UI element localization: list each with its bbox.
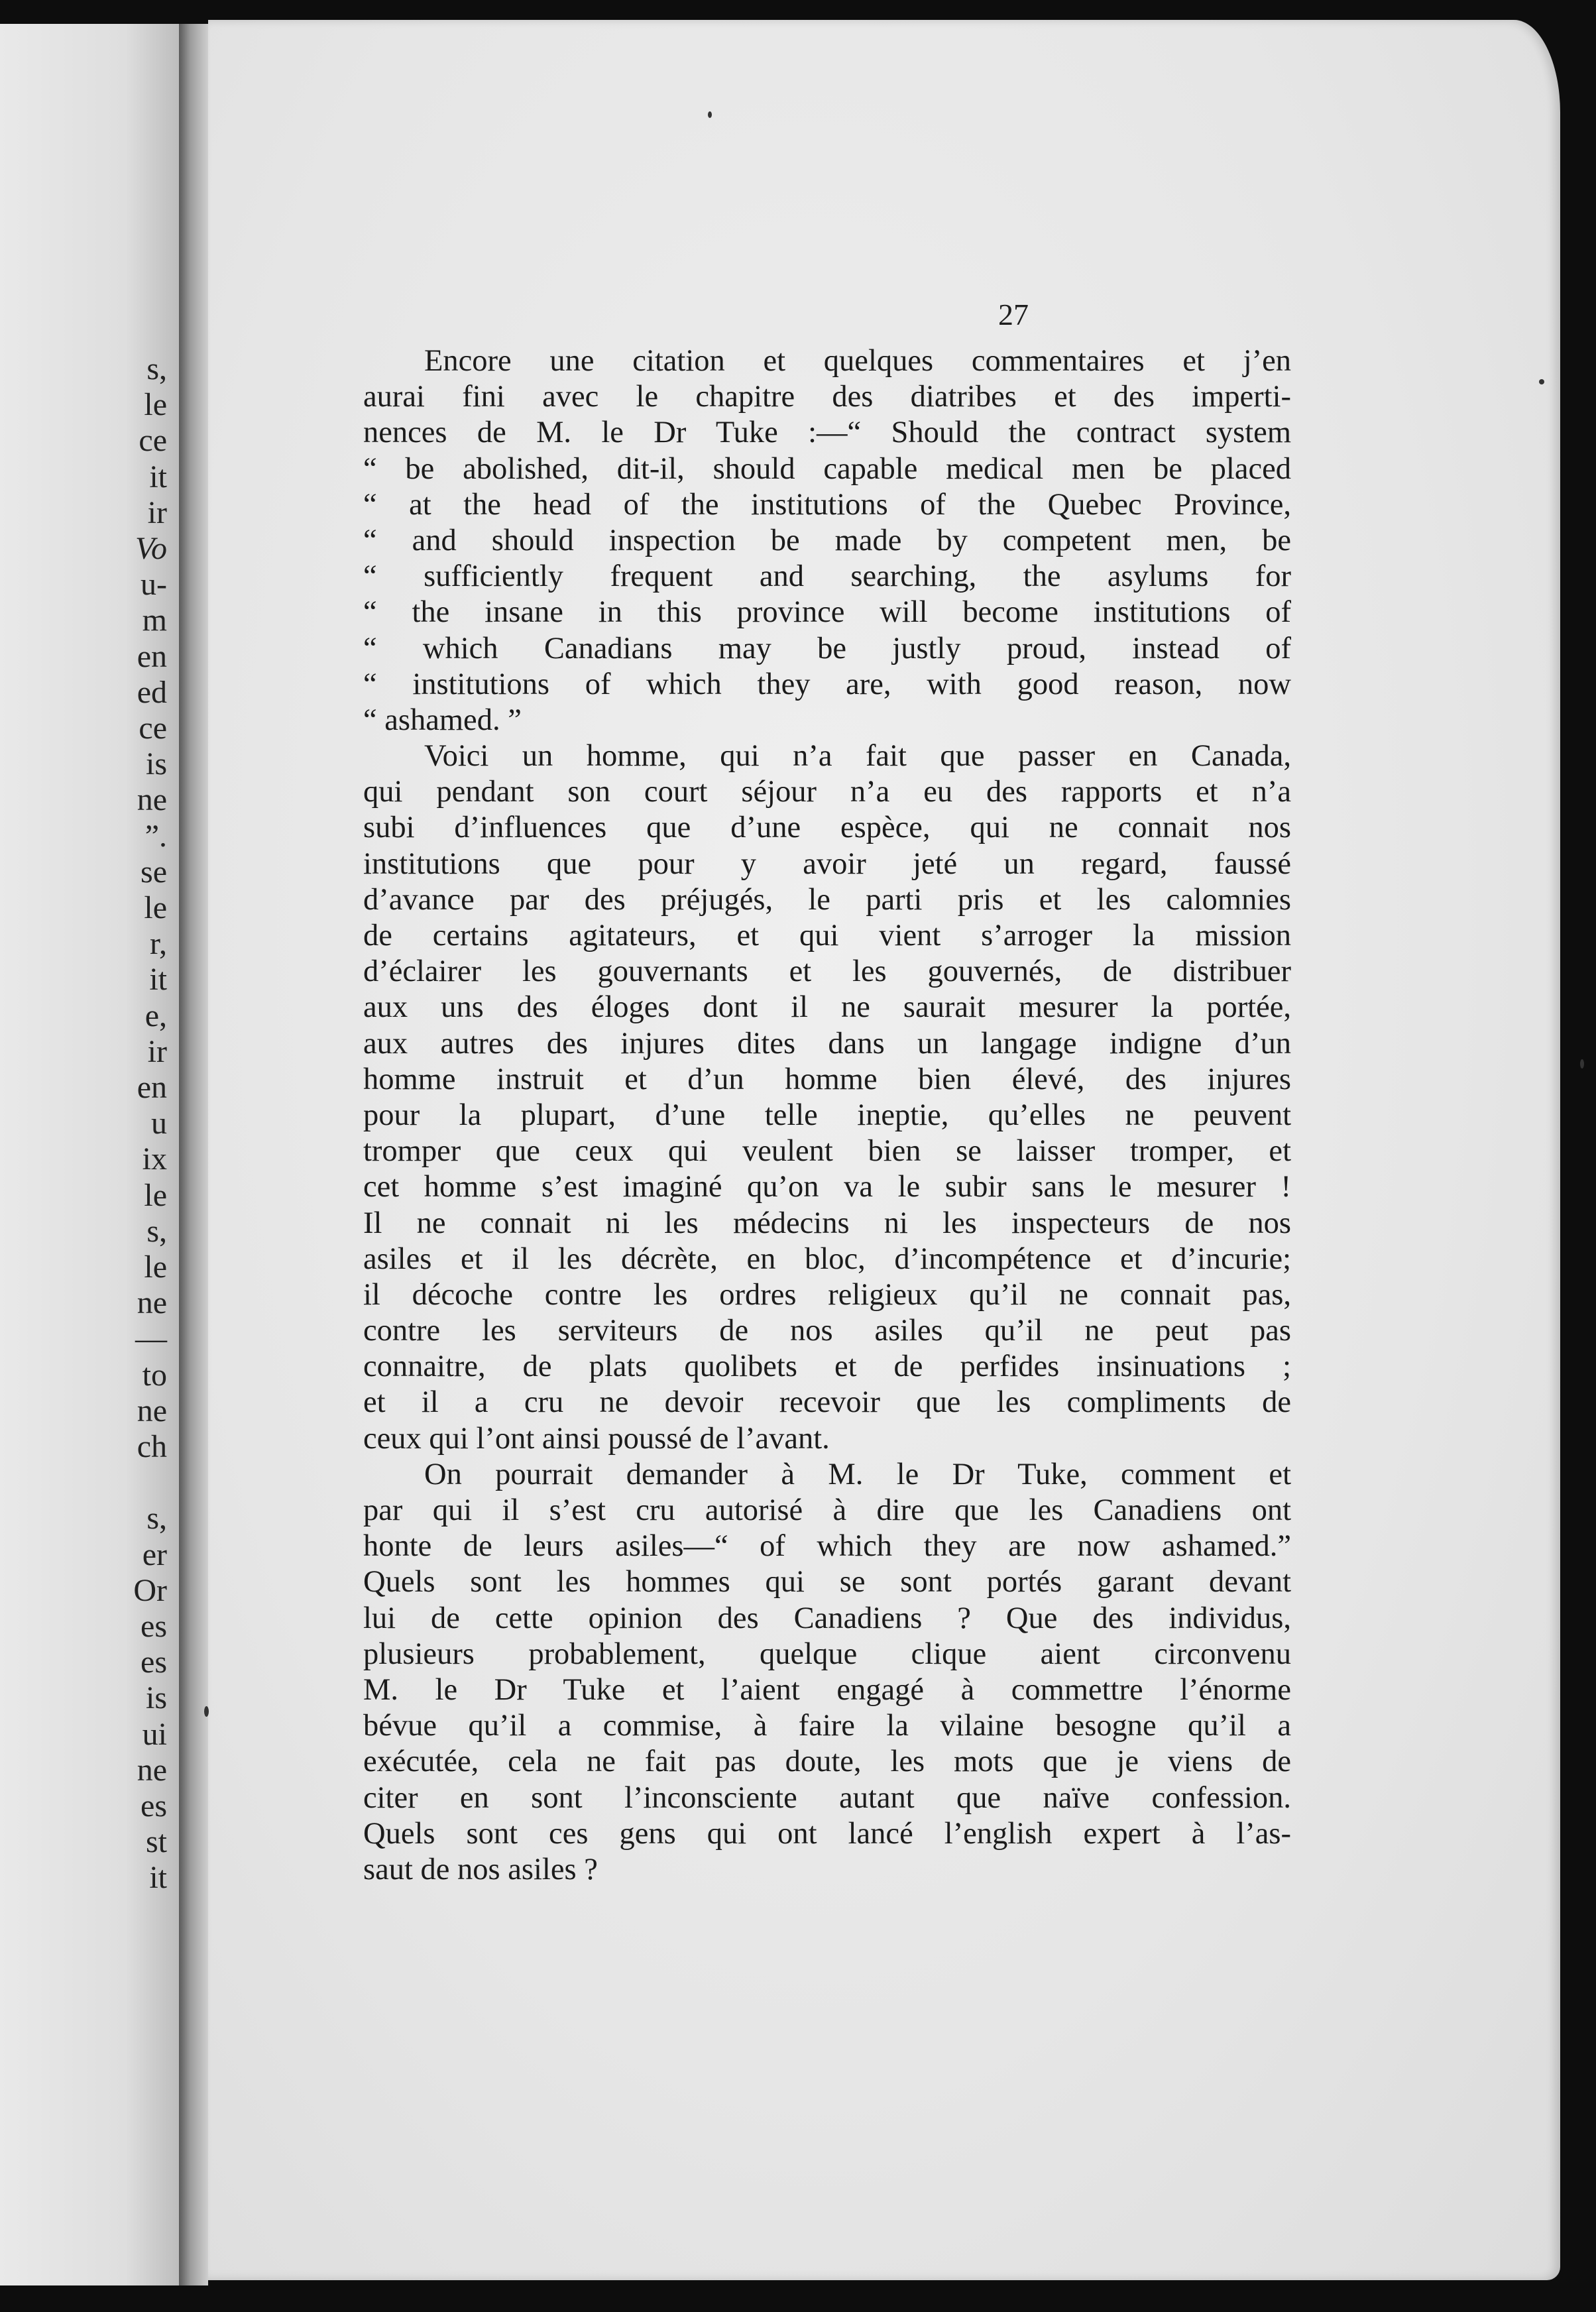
text-line: cet homme s’est imaginé qu’on va le subir sans le mesurer ! (363, 1170, 1291, 1204)
text-line: Encore une citation et quelques commentaires et j’en (424, 344, 1291, 378)
text-line: “ at the head of the institutions of the Quebec Province, (363, 487, 1291, 522)
fragment-line: ce (139, 711, 167, 746)
fragment-line: r, (149, 926, 167, 962)
fragment-line: Or (133, 1572, 167, 1608)
fragment-line: u (151, 1106, 167, 1141)
text-line: d’avance par des préjugés, le parti pris et les calomnies (363, 882, 1291, 917)
fragment-line: — (135, 1321, 167, 1357)
fragment-line: e, (144, 998, 167, 1033)
text-line: Il ne connait ni les médecins ni les inspecteurs de nos (363, 1206, 1291, 1240)
fragment-line: ne (137, 1752, 167, 1788)
text-line: “ and should inspection be made by competent men, be (363, 523, 1291, 557)
text-line: contre les serviteurs de nos asiles qu’il ne peut pas (363, 1314, 1291, 1348)
text-line: d’éclairer les gouvernants et les gouvernés, de distribuer (363, 954, 1291, 989)
fragment-line: to (142, 1357, 167, 1393)
text-line: “ ashamed. ” (363, 703, 522, 737)
fragment-line: it (149, 459, 167, 494)
text-line: bévue qu’il a commise, à faire la vilaine besogne qu’il a (363, 1709, 1291, 1743)
book-gutter (179, 24, 208, 2285)
text-line: Voici un homme, qui n’a fait que passer en Canada, (424, 739, 1291, 774)
fragment-line: ix (142, 1141, 167, 1177)
fragment-line: s, (146, 1213, 167, 1249)
fragment-line: le (144, 387, 167, 423)
fragment-line: ne (137, 1285, 167, 1321)
text-line: Quels sont les hommes qui se sont portés garant devant (363, 1565, 1291, 1599)
fragment-line: en (137, 638, 167, 674)
page-body-text (363, 343, 1291, 1888)
fragment-line: ui (142, 1716, 167, 1752)
fragment-line: se (141, 854, 167, 890)
text-line: plusieurs probablement, quelque clique aient circonvenu (363, 1637, 1291, 1671)
text-line: ceux qui l’ont ainsi poussé de l’avant. (363, 1421, 830, 1456)
text-line: il décoche contre les ordres religieux qu’il ne connait pas, (363, 1277, 1291, 1312)
text-line: nences de M. le Dr Tuke :—“ Should the contract system (363, 416, 1291, 450)
text-line: “ sufficiently frequent and searching, the asylums for (363, 559, 1291, 594)
text-line: qui pendant son court séjour n’a eu des rapports et n’a (363, 775, 1291, 809)
fragment-line: ed (137, 674, 167, 710)
text-line: On pourrait demander à M. le Dr Tuke, comment et (424, 1457, 1291, 1491)
text-line: saut de nos asiles ? (363, 1852, 598, 1886)
fragment-line: es (141, 1645, 167, 1680)
text-line: aurai fini avec le chapitre des diatribes et des imperti- (363, 380, 1291, 414)
paper-speck (1580, 1059, 1584, 1069)
text-line: asiles et il les décrète, en bloc, d’incompétence et d’incurie; (363, 1242, 1291, 1276)
paper-speck (1539, 379, 1544, 384)
text-line: subi d’influences que d’une espèce, qui ne connait nos (363, 811, 1291, 845)
fragment-line: Vo (135, 531, 167, 566)
paper-speck (708, 111, 712, 118)
fragment-line: ir (147, 1033, 167, 1069)
text-line: aux uns des éloges dont il ne saurait mesurer la portée, (363, 990, 1291, 1025)
fragment-line: is (145, 1680, 167, 1716)
text-line: par qui il s’est cru autorisé à dire que les Canadiens ont (363, 1493, 1291, 1527)
fragment-line: ne (137, 1393, 167, 1428)
fragment-line: u- (141, 567, 167, 603)
text-line: M. le Dr Tuke et l’aient engagé à commettre l’énorme (363, 1672, 1291, 1707)
fragment-line: ch (137, 1429, 167, 1464)
fragment-line: es (141, 1788, 167, 1823)
fragment-line: en (137, 1070, 167, 1105)
fragment-line: st (145, 1824, 167, 1860)
text-line: “ institutions of which they are, with good reason, now (363, 667, 1291, 701)
fragment-line: ”. (144, 818, 167, 854)
text-line: honte de leurs asiles—“ of which they are now ashamed.” (363, 1529, 1291, 1564)
fragment-line: ir (147, 494, 167, 530)
text-line: et il a cru ne devoir recevoir que les compliments de (363, 1385, 1291, 1420)
fragment-line: ne (137, 782, 167, 818)
text-line: lui de cette opinion des Canadiens ? Que des individus, (363, 1601, 1291, 1635)
text-line: “ the insane in this province will become institutions of (363, 595, 1291, 630)
text-line: “ which Canadians may be justly proud, instead of (363, 631, 1291, 665)
previous-page-fragment (0, 24, 179, 2285)
fragment-line: er (142, 1536, 167, 1572)
fragment-line: ce (139, 423, 167, 459)
fragment-line: le (144, 1249, 167, 1285)
paper-speck (204, 1706, 209, 1717)
text-line: aux autres des injures dites dans un langage indigne d’un (363, 1026, 1291, 1061)
text-line: connaitre, de plats quolibets et de perfides insinuations ; (363, 1350, 1291, 1384)
fragment-line: es (141, 1609, 167, 1644)
text-line: “ be abolished, dit-il, should capable medical men be placed (363, 451, 1291, 486)
fragment-line: it (149, 962, 167, 998)
fragment-line: is (145, 746, 167, 782)
fragment-line: s, (146, 351, 167, 386)
text-line: tromper que ceux qui veulent bien se laisser tromper, et (363, 1134, 1291, 1169)
text-line: exécutée, cela ne fait pas doute, les mots que je viens de (363, 1745, 1291, 1779)
fragment-line: le (144, 890, 167, 925)
page-number: 27 (998, 298, 1029, 331)
text-line: Quels sont ces gens qui ont lancé l’english expert à l’as- (363, 1816, 1291, 1851)
text-line: institutions que pour y avoir jeté un regard, faussé (363, 846, 1291, 881)
fragment-line: s, (146, 1501, 167, 1536)
text-line: citer en sont l’inconsciente autant que naïve confession. (363, 1780, 1291, 1815)
text-line: pour la plupart, d’une telle ineptie, qu’elles ne peuvent (363, 1098, 1291, 1132)
text-line: de certains agitateurs, et qui vient s’arroger la mission (363, 919, 1291, 953)
fragment-line: it (149, 1860, 167, 1896)
text-line: homme instruit et d’un homme bien élevé, des injures (363, 1062, 1291, 1096)
fragment-line: m (142, 603, 167, 638)
fragment-line: le (144, 1177, 167, 1213)
